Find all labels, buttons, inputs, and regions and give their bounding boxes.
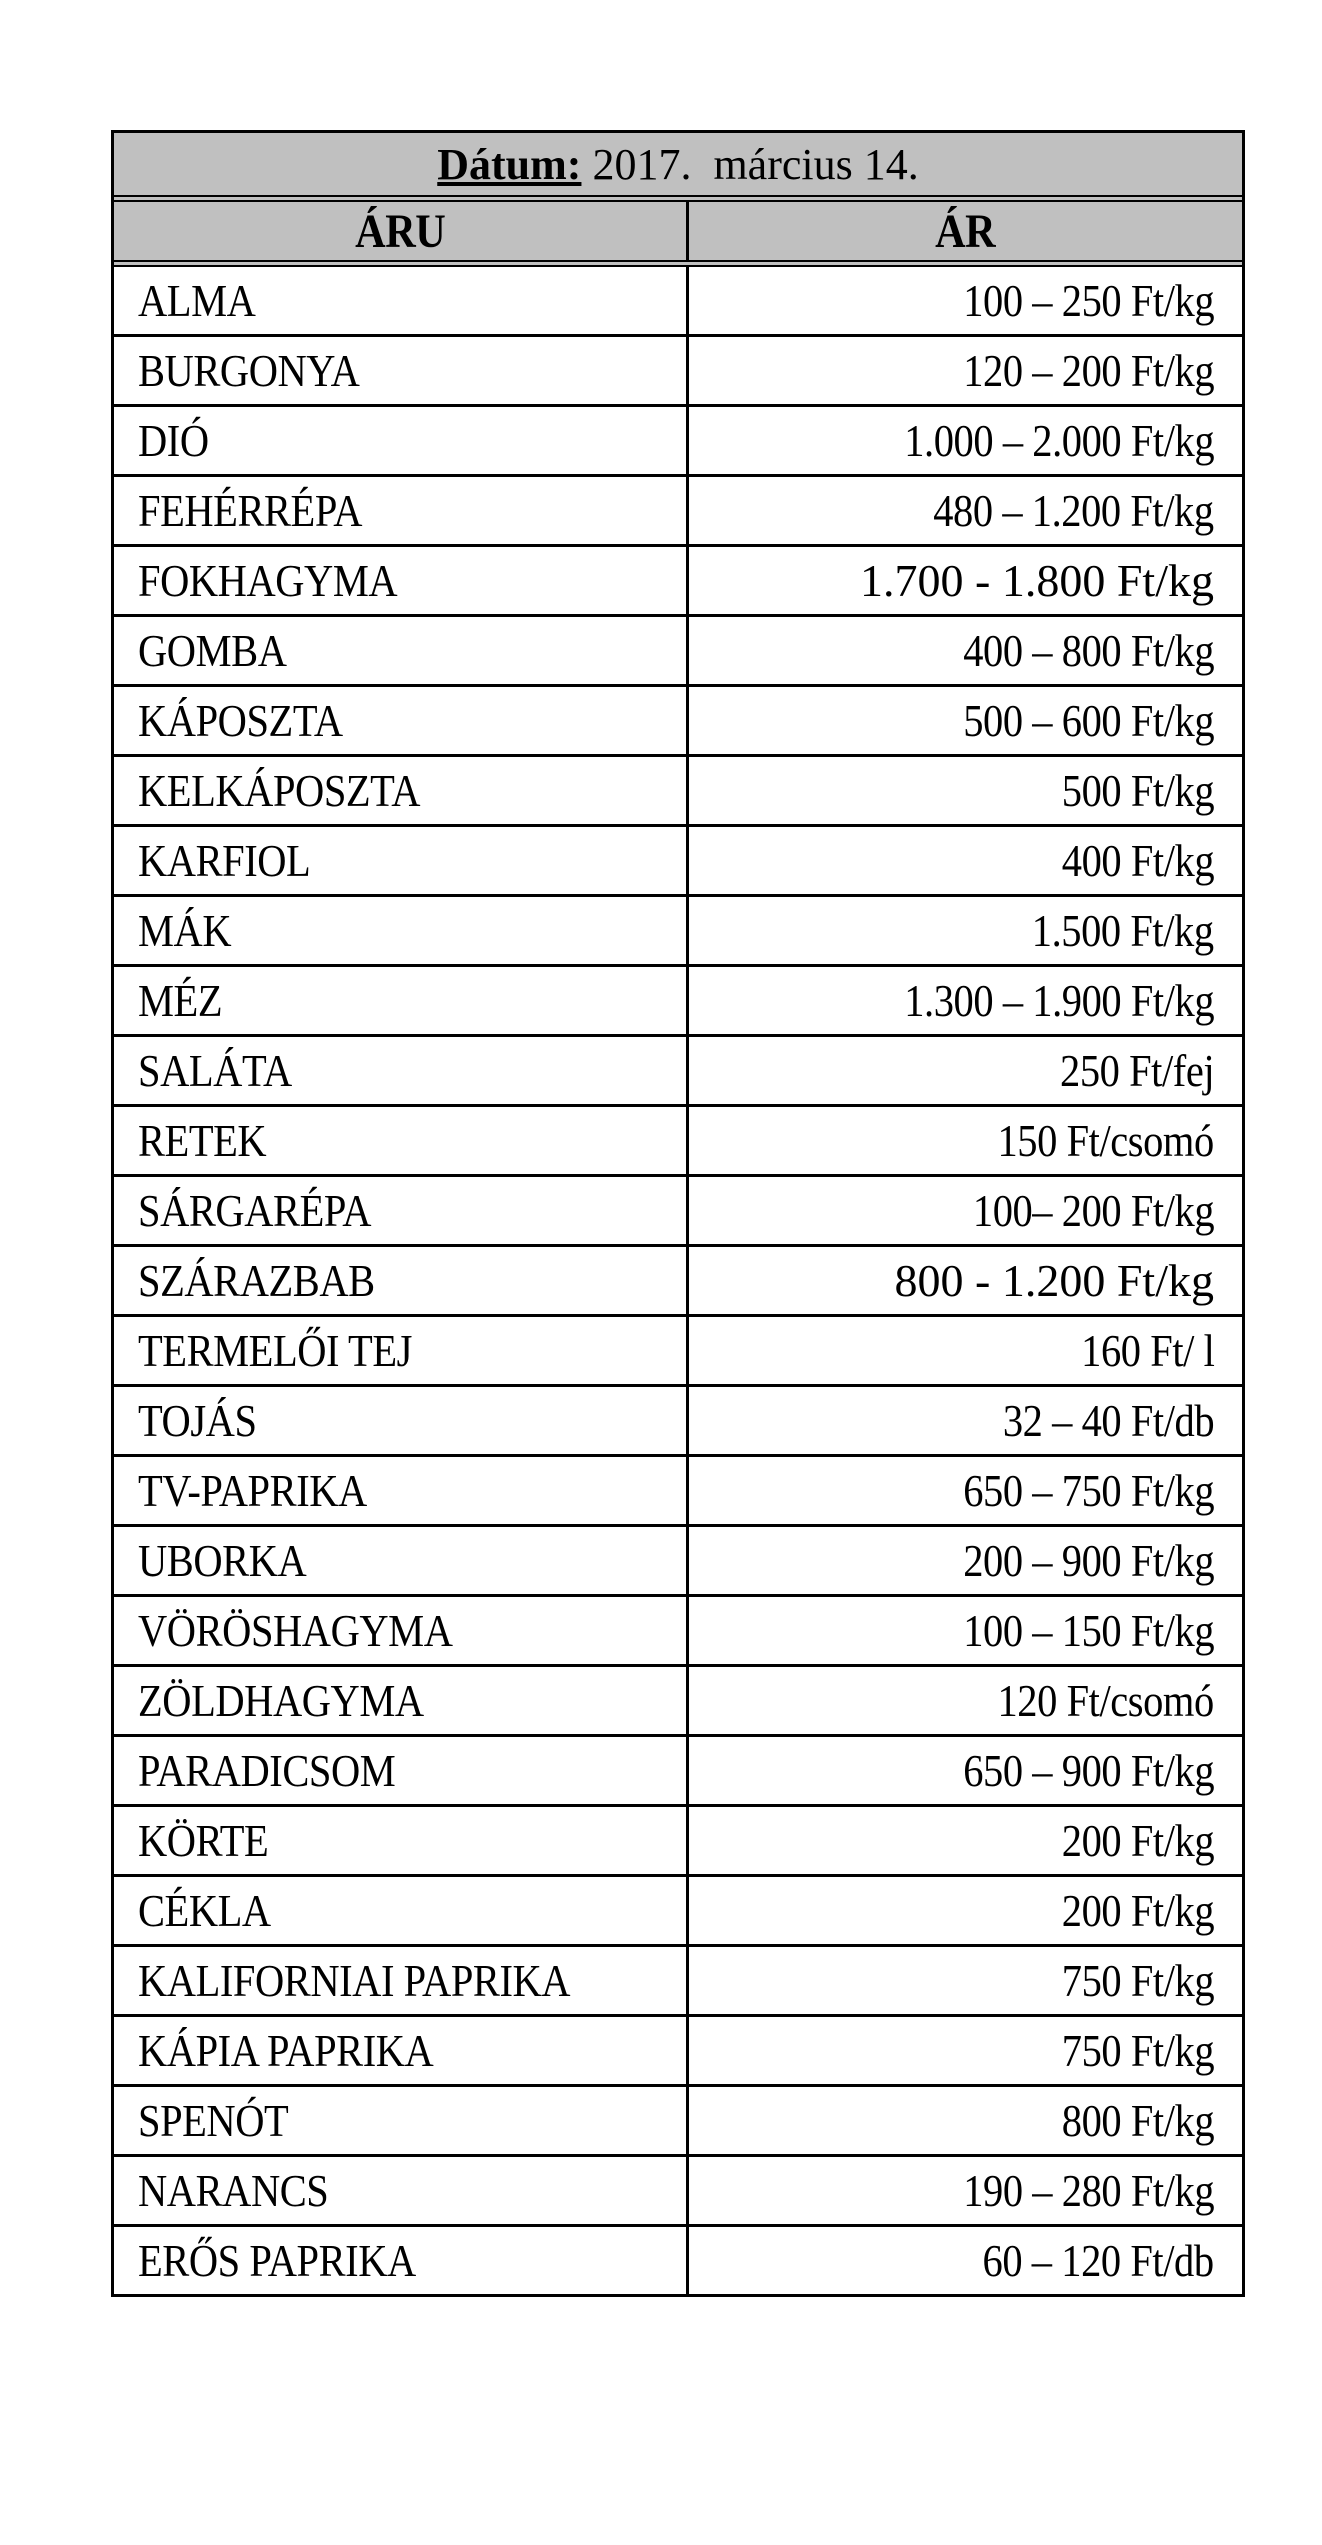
item-price-text: 650 – 900 Ft/kg bbox=[963, 1745, 1214, 1796]
table-row bbox=[114, 2227, 1242, 2294]
item-name bbox=[114, 2157, 689, 2224]
item-price-text: 100 – 150 Ft/kg bbox=[963, 1605, 1214, 1656]
item-price-text: 1.300 – 1.900 Ft/kg bbox=[904, 975, 1214, 1026]
item-name bbox=[114, 1177, 689, 1244]
table-row bbox=[114, 2157, 1242, 2227]
table-row bbox=[114, 617, 1242, 687]
item-price bbox=[689, 1947, 1242, 2014]
column-header-aru bbox=[114, 202, 689, 260]
item-name-text: DIÓ bbox=[138, 415, 209, 466]
item-price bbox=[689, 1527, 1242, 1594]
item-name-text: RETEK bbox=[138, 1115, 267, 1166]
item-price-text: 150 Ft/csomó bbox=[997, 1115, 1214, 1166]
item-name bbox=[114, 827, 689, 894]
table-row bbox=[114, 1387, 1242, 1457]
item-price-text: 650 – 750 Ft/kg bbox=[963, 1465, 1214, 1516]
item-price bbox=[689, 267, 1242, 334]
item-price-text: 200 Ft/kg bbox=[1061, 1885, 1214, 1936]
column-header-aru-label: ÁRU bbox=[355, 204, 446, 258]
item-price-text: 120 – 200 Ft/kg bbox=[963, 345, 1214, 396]
table-row bbox=[114, 687, 1242, 757]
item-name bbox=[114, 407, 689, 474]
item-price-text: 200 Ft/kg bbox=[1061, 1815, 1214, 1866]
item-price-text: 800 - 1.200 Ft/kg bbox=[894, 1255, 1214, 1306]
item-name-text: NARANCS bbox=[138, 2165, 329, 2216]
table-row bbox=[114, 1667, 1242, 1737]
item-price-text: 1.000 – 2.000 Ft/kg bbox=[904, 415, 1214, 466]
item-name-text: BURGONYA bbox=[138, 345, 360, 396]
item-price bbox=[689, 1807, 1242, 1874]
item-price-text: 1.700 - 1.800 Ft/kg bbox=[860, 555, 1214, 606]
table-row bbox=[114, 897, 1242, 967]
item-price bbox=[689, 547, 1242, 614]
item-price bbox=[689, 1457, 1242, 1524]
item-name bbox=[114, 1317, 689, 1384]
column-header-ar-label: ÁR bbox=[935, 204, 996, 258]
item-price bbox=[689, 1737, 1242, 1804]
item-name-text: UBORKA bbox=[138, 1535, 307, 1586]
item-name-text: TERMELŐI TEJ bbox=[138, 1325, 412, 1376]
item-name bbox=[114, 1457, 689, 1524]
item-price bbox=[689, 2087, 1242, 2154]
item-price bbox=[689, 1107, 1242, 1174]
item-price bbox=[689, 1317, 1242, 1384]
item-price bbox=[689, 827, 1242, 894]
item-price-text: 500 Ft/kg bbox=[1061, 765, 1214, 816]
header-row bbox=[114, 202, 1242, 267]
item-name-text: KÁPIA PAPRIKA bbox=[138, 2025, 434, 2076]
item-name bbox=[114, 1667, 689, 1734]
item-name-text: FOKHAGYMA bbox=[138, 555, 398, 606]
item-name-text: ERŐS PAPRIKA bbox=[138, 2235, 416, 2286]
table-row bbox=[114, 2017, 1242, 2087]
item-name-text: MÉZ bbox=[138, 975, 223, 1026]
item-price bbox=[689, 2227, 1242, 2294]
table-row bbox=[114, 407, 1242, 477]
item-price bbox=[689, 757, 1242, 824]
item-name-text: TOJÁS bbox=[138, 1395, 257, 1446]
item-name bbox=[114, 897, 689, 964]
item-price bbox=[689, 1877, 1242, 1944]
item-name-text: TV-PAPRIKA bbox=[138, 1465, 367, 1516]
table-row bbox=[114, 337, 1242, 407]
item-name bbox=[114, 1247, 689, 1314]
item-price bbox=[689, 337, 1242, 404]
table-body bbox=[114, 267, 1242, 2294]
item-price-text: 800 Ft/kg bbox=[1061, 2095, 1214, 2146]
item-name bbox=[114, 1527, 689, 1594]
item-price-text: 60 – 120 Ft/db bbox=[982, 2235, 1214, 2286]
item-name bbox=[114, 617, 689, 684]
item-price bbox=[689, 407, 1242, 474]
item-name bbox=[114, 1737, 689, 1804]
item-name bbox=[114, 2227, 689, 2294]
date-row bbox=[114, 133, 1242, 202]
item-price-text: 750 Ft/kg bbox=[1061, 2025, 1214, 2076]
column-header-ar bbox=[689, 202, 1242, 260]
table-row bbox=[114, 477, 1242, 547]
item-price bbox=[689, 617, 1242, 684]
item-name-text: SALÁTA bbox=[138, 1045, 292, 1096]
item-price bbox=[689, 687, 1242, 754]
table-row bbox=[114, 547, 1242, 617]
item-price bbox=[689, 967, 1242, 1034]
item-name-text: MÁK bbox=[138, 905, 232, 956]
item-name bbox=[114, 2017, 689, 2084]
item-price bbox=[689, 2157, 1242, 2224]
item-price bbox=[689, 1247, 1242, 1314]
item-name bbox=[114, 1037, 689, 1104]
item-name-text: SÁRGARÉPA bbox=[138, 1185, 372, 1236]
item-price-text: 500 – 600 Ft/kg bbox=[963, 695, 1214, 746]
table-row bbox=[114, 1107, 1242, 1177]
item-name bbox=[114, 2087, 689, 2154]
item-price-text: 100 – 250 Ft/kg bbox=[963, 275, 1214, 326]
item-name-text: KELKÁPOSZTA bbox=[138, 765, 421, 816]
date-value: 2017. március 14. bbox=[581, 139, 919, 189]
item-name-text: VÖRÖSHAGYMA bbox=[138, 1605, 453, 1656]
table-row bbox=[114, 757, 1242, 827]
item-name-text: KARFIOL bbox=[138, 835, 311, 886]
item-price-text: 480 – 1.200 Ft/kg bbox=[933, 485, 1214, 536]
item-price bbox=[689, 477, 1242, 544]
item-price bbox=[689, 2017, 1242, 2084]
item-price bbox=[689, 1037, 1242, 1104]
table-row bbox=[114, 1737, 1242, 1807]
table-row bbox=[114, 1807, 1242, 1877]
item-name bbox=[114, 477, 689, 544]
table-row bbox=[114, 1177, 1242, 1247]
item-price bbox=[689, 1667, 1242, 1734]
item-name-text: KÖRTE bbox=[138, 1815, 269, 1866]
item-name bbox=[114, 337, 689, 404]
item-price bbox=[689, 1387, 1242, 1454]
table-row bbox=[114, 1037, 1242, 1107]
item-name-text: ZÖLDHAGYMA bbox=[138, 1675, 424, 1726]
item-name bbox=[114, 967, 689, 1034]
item-name bbox=[114, 687, 689, 754]
item-price-text: 750 Ft/kg bbox=[1061, 1955, 1214, 2006]
table-row bbox=[114, 267, 1242, 337]
item-name bbox=[114, 1877, 689, 1944]
item-name bbox=[114, 267, 689, 334]
item-name bbox=[114, 1107, 689, 1174]
item-name bbox=[114, 1597, 689, 1664]
item-name-text: PARADICSOM bbox=[138, 1745, 396, 1796]
item-name-text: SZÁRAZBAB bbox=[138, 1255, 375, 1306]
item-name-text: SPENÓT bbox=[138, 2095, 289, 2146]
item-name-text: ALMA bbox=[138, 275, 256, 326]
item-price bbox=[689, 1177, 1242, 1244]
item-price-text: 200 – 900 Ft/kg bbox=[963, 1535, 1214, 1586]
item-price-text: 250 Ft/fej bbox=[1059, 1045, 1214, 1096]
item-price-text: 120 Ft/csomó bbox=[997, 1675, 1214, 1726]
item-name bbox=[114, 1947, 689, 2014]
item-price-text: 400 Ft/kg bbox=[1061, 835, 1214, 886]
price-list-table bbox=[111, 130, 1245, 2297]
table-row bbox=[114, 1877, 1242, 1947]
item-name bbox=[114, 757, 689, 824]
table-row bbox=[114, 967, 1242, 1037]
table-row bbox=[114, 1457, 1242, 1527]
item-name-text: FEHÉRRÉPA bbox=[138, 485, 363, 536]
table-row bbox=[114, 1317, 1242, 1387]
table-row bbox=[114, 1247, 1242, 1317]
item-price bbox=[689, 1597, 1242, 1664]
table-row bbox=[114, 1527, 1242, 1597]
table-row bbox=[114, 827, 1242, 897]
item-name-text: KÁPOSZTA bbox=[138, 695, 343, 746]
item-name bbox=[114, 1807, 689, 1874]
item-price-text: 32 – 40 Ft/db bbox=[1002, 1395, 1214, 1446]
item-name bbox=[114, 547, 689, 614]
item-price-text: 160 Ft/ l bbox=[1080, 1325, 1214, 1376]
item-price-text: 190 – 280 Ft/kg bbox=[963, 2165, 1214, 2216]
item-name-text: CÉKLA bbox=[138, 1885, 271, 1936]
item-name bbox=[114, 1387, 689, 1454]
item-name-text: GOMBA bbox=[138, 625, 287, 676]
table-row bbox=[114, 1947, 1242, 2017]
item-name-text: KALIFORNIAI PAPRIKA bbox=[138, 1955, 571, 2006]
item-price bbox=[689, 897, 1242, 964]
item-price-text: 100– 200 Ft/kg bbox=[972, 1185, 1214, 1236]
item-price-text: 400 – 800 Ft/kg bbox=[963, 625, 1214, 676]
table-row bbox=[114, 2087, 1242, 2157]
item-price-text: 1.500 Ft/kg bbox=[1032, 905, 1214, 956]
table-row bbox=[114, 1597, 1242, 1667]
date-label: Dátum: bbox=[437, 139, 582, 189]
